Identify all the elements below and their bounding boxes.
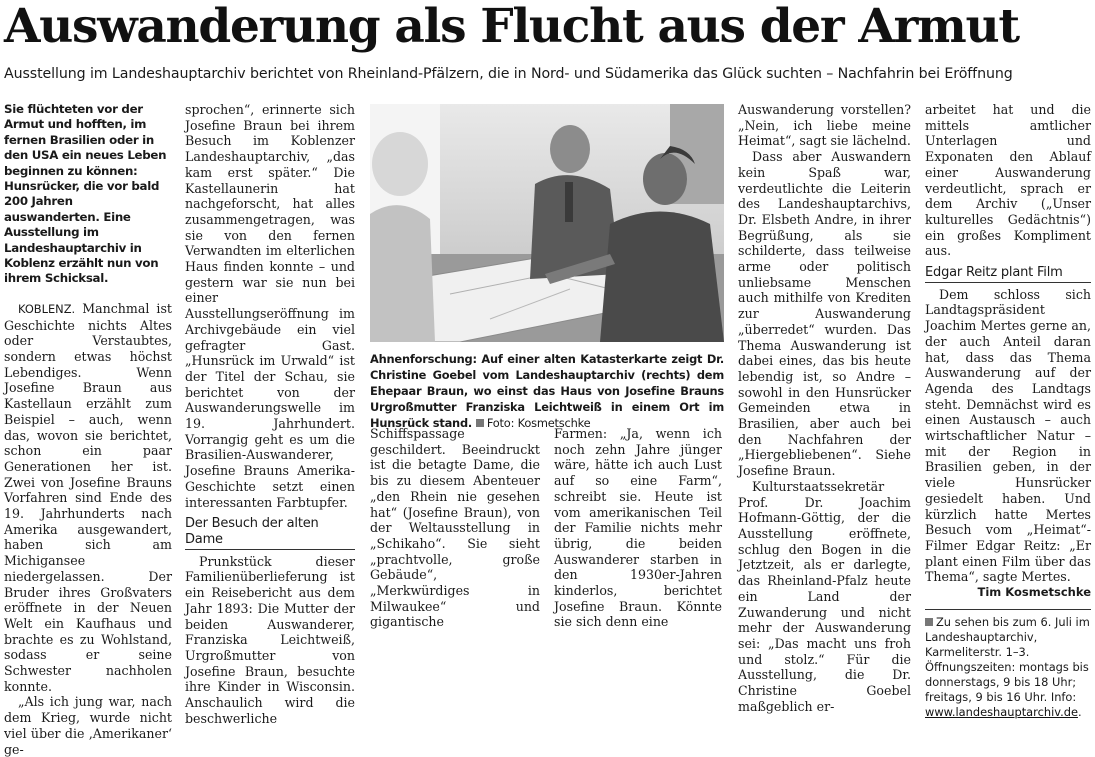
dateline: KOBLENZ.: [18, 301, 76, 316]
lead-paragraph: Sie flüchteten vor der Armut und hofften, im fernen Brasilien oder in den USA ein neues Leben beginnen zu können: Hunsrücker, die vor bald 200 Jahren auswanderten. Eine Ausstellung im Landeshauptarchiv in Koblenz erzählt nun von ihrem Schicksal.: [4, 102, 167, 286]
square-bullet-icon: [925, 618, 933, 626]
subhead-besuch: Der Besuch der alten Dame: [185, 516, 355, 549]
column-4: [554, 426, 722, 630]
info-text: Zu sehen bis zum 6. Juli im Landeshauptarchiv, Karmeliterstr. 1–3. Öffnungszeiten: montags bis donnerstags, 9 bis 18 Uhr; freitags, 9 bis 16 Uhr. Info:: [925, 614, 1090, 704]
body-paragraph: Auswanderung vorstellen? „Nein, ich liebe meine Heimat“, sagt sie lächelnd.: [738, 102, 911, 149]
subheadline: Ausstellung im Landeshauptarchiv berichtet von Rheinland-Pfälzern, die in Nord- und Südamerika das Glück suchten – Nachfahrin bei Eröffnung: [4, 66, 1013, 82]
photo-caption: [370, 351, 724, 431]
author-byline: Tim Kosmetschke: [977, 585, 1091, 600]
body-text: Manchmal ist Geschichte nichts Altes oder Verstaubtes, sondern etwas höchst Lebendiges. Wenn Josefine Braun aus Kastellaun erzählt zum Beispiel – auch, wenn das, wovon sie berichtet, schon ein paar Generationen her ist. Zwei von Josefine Brauns Vorfahren sind Ende des 19. Jahrhunderts nach Amerika ausgewandert, haben sich am Michigansee niedergelassen. Der Bruder ihres Großvaters eröffnete in der Neuen Welt ein Kaufhaus und brachte es zu Wohlstand, sodass er seine Schwester nachholen konnte.: [4, 300, 172, 694]
photo-credit: Foto: Kosmetschke: [486, 416, 591, 430]
info-box: [925, 609, 1091, 720]
body-paragraph: [925, 286, 1091, 600]
column-2: [185, 102, 355, 726]
body-paragraph: Prunkstück dieser Familienüberlieferung ist ein Reisebericht aus dem Jahr 1893: Die Mutter der beiden Auswanderer, Franziska Leichtweiß, Urgroßmutter von Josefine Braun, besuchte ihre Kinder in Wisconsin. Anschaulich wird die beschwerliche: [185, 553, 355, 726]
news-photo: [370, 104, 724, 342]
body-paragraph: arbeitet hat und die mittels amtlicher Unterlagen und Exponaten den Ablauf einer Auswanderung verdeutlicht, sprach er dem Archiv („Unser kulturelles Gedächtnis“) ein großes Kompliment aus.: [925, 102, 1091, 259]
body-paragraph: Dass aber Auswandern kein Spaß war, verdeutlichte die Leiterin des Landeshauptarchivs, Dr. Elsbeth Andre, in ihrer Begrüßung, als sie schilderte, dass teilweise arme oder politisch unliebsame Menschen auch mithilfe von Krediten zur Auswanderung „überredet“ wurden. Das Thema Auswanderung ist dabei eines, das bis heute lebendig ist, so Andre – sowohl in den Hunsrücker Gemeinden etwa in Brasilien, aber auch bei den Nachfahren der „Hiergebliebenen“. Siehe Josefine Braun.: [738, 149, 911, 479]
body-paragraph: sprochen“, erinnerte sich Josefine Braun bei ihrem Besuch im Koblenzer Landeshauptarchiv, „das kam erst später.“ Die Kastellaunerin hat nachgeforscht, hat alles zusammengetragen, was sie von den fernen Verwandten im elterlichen Haus finden konnte – und gestern war sie nun bei einer Ausstellungseröffnung im Archivgebäude ein viel gefragter Gast. „Hunsrück im Urwald“ ist der Titel der Schau, sie berichtet von der Auswanderungswelle im 19. Jahrhundert. Vorrangig geht es um die Brasilien-Auswanderer, Josefine Brauns Amerika-Geschichte setzt einen interessanten Farbtupfer.: [185, 102, 355, 510]
subhead-reitz: Edgar Reitz plant Film: [925, 265, 1091, 283]
info-end: .: [1077, 704, 1082, 719]
body-paragraph: Farmen: „Ja, wenn ich noch zehn Jahre jünger wäre, hätte ich auch Lust auf so eine Farm“, schreibt sie. Heute ist vom amerikanischen Teil der Familie nichts mehr übrig, die beiden Auswanderer starben in den 1930er-Jahren kinderlos, berichtet Josefine Braun. Könnte sie sich denn eine: [554, 426, 722, 630]
body-paragraph: „Als ich jung war, nach dem Krieg, wurde nicht viel über die ‚Amerikaner‘ ge-: [4, 694, 172, 757]
body-paragraph: Kulturstaatssekretär Prof. Dr. Joachim Hofmann-Göttig, der die Ausstellung eröffnete, schlug den Bogen in die Jetztzeit, als er darlegte, das Rheinland-Pfalz heute ein Land der Zuwanderung und nicht mehr der Auswanderung sei: „Das macht uns froh und stolz.“ Für die Ausstellung, die Dr. Christine Goebel maßgeblich er-: [738, 478, 911, 714]
headline: Auswanderung als Flucht aus der Armut: [4, 0, 1019, 54]
body-paragraph: [4, 301, 172, 695]
column-6: [925, 102, 1091, 720]
body-text: Dem schloss sich Landtagspräsident Joachim Mertes gerne an, der auch Anteil daran hat, dass das Thema Auswanderung auf der Agenda des Landtags steht. Demnächst wird es einen Austausch – auch wirtschaftlicher Natur – mit der Region in Brasilien geben, in der viele Hunsrücker gesiedelt haben. Und kürzlich hatte Mertes Besuch vom „Heimat“-Filmer Edgar Reitz: „Er plant einen Film über das Thema“, sagte Mertes.: [925, 286, 1091, 585]
caption-text: Ahnenforschung: Auf einer alten Katasterkarte zeigt Dr. Christine Goebel vom Landeshauptarchiv (rechts) dem Ehepaar Braun, wo einst das Haus von Josefine Brauns Urgroßmutter Franziska Leichtweiß in einem Ort im Hunsrück stand.: [370, 352, 724, 430]
column-5: [738, 102, 911, 714]
column-1: [4, 102, 172, 757]
column-3: [370, 426, 540, 630]
photo-illustration: [370, 104, 724, 342]
archive-website-link[interactable]: www.landeshauptarchiv.de: [925, 704, 1078, 719]
body-paragraph: Schiffspassage geschildert. Beeindruckt ist die betagte Dame, die bis zu diesem Abenteuer „den Rhein nie gesehen hat“ (Josefine Braun), von der Weltausstellung in „Schikaho“. Sie sieht „prachtvolle, große Gebäude“, „Merkwürdiges in Milwaukee“ und gigantische: [370, 426, 540, 630]
